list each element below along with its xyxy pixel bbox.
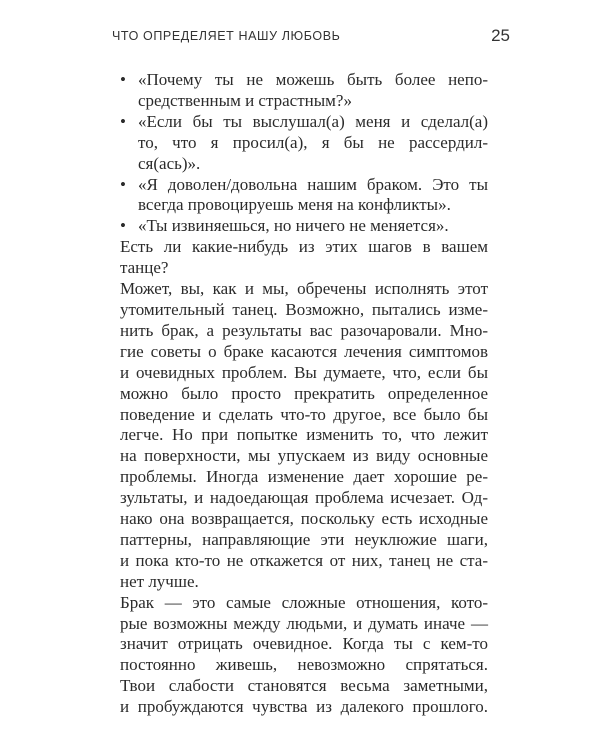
bullet-item (120, 216, 488, 237)
bullet-icon: • (120, 216, 126, 236)
text-line: можно было просто прекратить определенное (120, 383, 488, 403)
text-line: то, что я просил(а), я бы не рассердил- (138, 132, 488, 152)
text-line: рые возможны между людьми, и думать иначе — (120, 613, 488, 633)
running-head: ЧТО ОПРЕДЕЛЯЕТ НАШУ ЛЮБОВЬ (112, 29, 341, 43)
text-line: танце? (120, 258, 169, 278)
text-line: поведение и сделать что-то другое, все было бы (120, 404, 488, 424)
text-line: и пробуждаются чувства из далекого прошлого. (120, 697, 488, 717)
text-line: «Ты извиняешься, но ничего не меняется». (138, 216, 449, 236)
text-line: и очевидных проблем. Вы думаете, что, если бы (120, 362, 488, 382)
text-line: Есть ли какие-нибудь из этих шагов в вашем (120, 237, 488, 257)
page-number: 25 (491, 26, 510, 45)
text-line: зультаты, и надоедающая проблема исчезает. Од- (120, 488, 488, 508)
bullet-icon: • (120, 70, 126, 89)
text-line: нако она возвращается, поскольку есть исходные (120, 509, 488, 529)
bullet-icon: • (120, 174, 126, 194)
text-line: паттерны, направляющие эти неуклюжие шаги, (120, 529, 488, 549)
text-line: на поверхности, мы упускаем из виду основные (120, 446, 488, 466)
text-line: значит отрицать очевидное. Когда ты с кем-то (120, 634, 488, 654)
text-line: утомительный танец. Возможно, пытались изме- (120, 299, 488, 319)
text-line: гие советы о браке касаются лечения симптомов (120, 341, 488, 361)
text-line: и пока кто-то не откажется от них, танец не ста- (120, 550, 488, 570)
text-line: легче. Но при попытке изменить то, что лежит (120, 425, 488, 445)
text-line: «Почему ты не можешь быть более непо- (138, 70, 488, 89)
text-line: нет лучше. (120, 571, 199, 591)
text-line: нить брак, а результаты вас разочаровали. Мно- (120, 320, 488, 340)
text-line: постоянно живешь, невозможно спрятаться. (120, 655, 488, 675)
text-line: Твои слабости становятся весьма заметными, (120, 676, 488, 696)
bullet-list (120, 70, 488, 237)
text-line: Может, вы, как и мы, обречены исполнять этот (120, 279, 488, 299)
body-text (120, 70, 488, 718)
text-line: «Я доволен/довольна нашим браком. Это ты (138, 174, 488, 194)
bullet-item (120, 70, 488, 112)
paragraph (120, 593, 488, 718)
text-line: Брак — это самые сложные отношения, кото- (120, 592, 488, 612)
bullet-icon: • (120, 111, 126, 131)
paragraph (120, 279, 488, 593)
text-line: ся(ась)». (138, 153, 201, 173)
text-line: всегда провоцируешь меня на конфликты». (138, 195, 451, 215)
bullet-item (120, 112, 488, 175)
text-line: средственным и страстным?» (138, 90, 352, 110)
text-line: проблемы. Иногда изменение дает хорошие ре- (120, 467, 488, 487)
paragraph (120, 237, 488, 279)
text-line: «Если бы ты выслушал(а) меня и сделал(а) (138, 111, 488, 131)
bullet-item (120, 175, 488, 217)
